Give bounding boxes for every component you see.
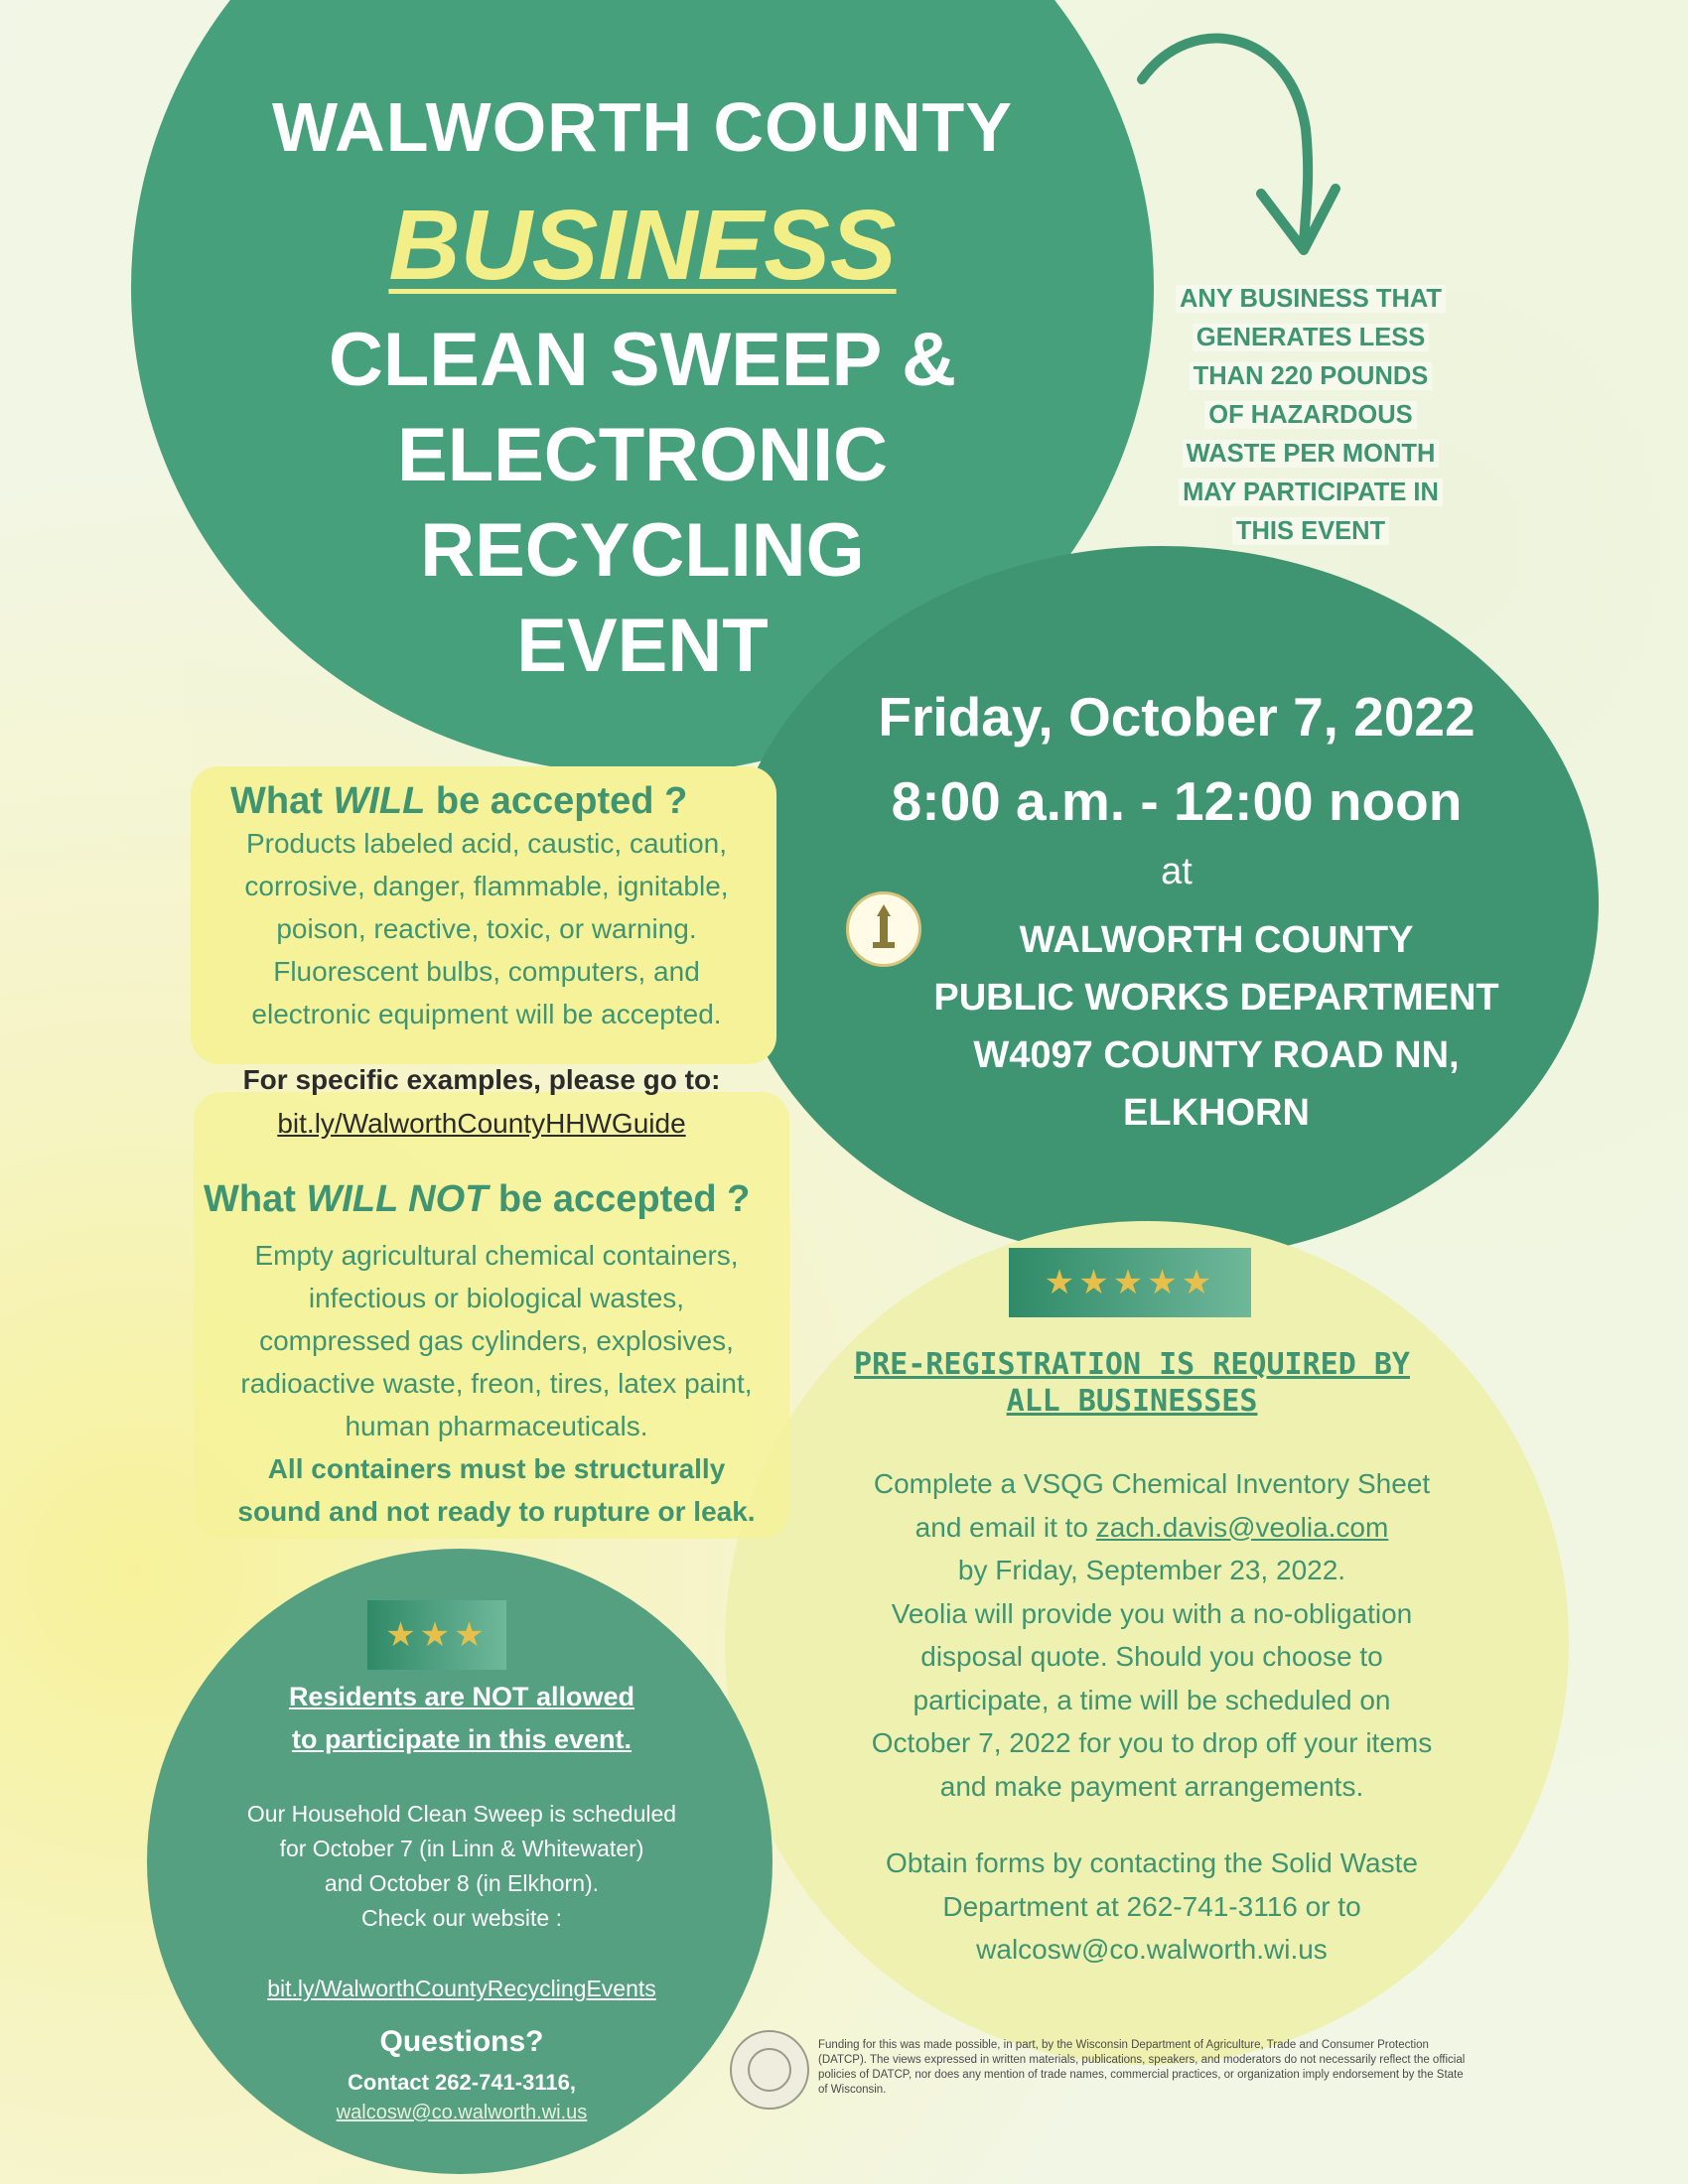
title-line-county: WALWORTH COUNTY [271, 88, 1014, 166]
containers-requirement [199, 1447, 794, 1533]
prereg-line: October 7, 2022 for you to drop off your items [871, 1727, 1433, 1758]
accepted-items [199, 822, 774, 1035]
accepted-line: Fluorescent bulbs, computers, and [273, 956, 700, 987]
household-clean-sweep-info [199, 1797, 725, 1936]
title-line: CLEAN SWEEP & [328, 318, 956, 402]
hhw-guide-link[interactable]: bit.ly/WalworthCountyHHWGuide [277, 1108, 686, 1139]
five-stars-badge: ★★★★★ [1009, 1248, 1251, 1317]
residents-line: and October 8 (in Elkhorn). [324, 1870, 600, 1896]
prereg-line: disposal quote. Should you choose to [920, 1641, 1383, 1672]
eligibility-line: WASTE PER MONTH [1183, 440, 1440, 468]
accepted-line: poison, reactive, toxic, or warning. [276, 913, 697, 944]
examples-label: For specific examples, please go to: [242, 1064, 721, 1095]
containers-line: All containers must be structurally [267, 1453, 726, 1484]
eligibility-line: GENERATES LESS [1193, 324, 1429, 351]
prereg-line: participate, a time will be scheduled on [913, 1684, 1391, 1715]
eligibility-line: THAN 220 POUNDS [1190, 362, 1433, 390]
preregistration-heading-line: ALL BUSINESSES [1006, 1384, 1258, 1419]
title-event-name [131, 313, 1154, 694]
venue-line: ELKHORN [1123, 1092, 1310, 1134]
forms-email-link[interactable]: walcosw@co.walworth.wi.us [976, 1934, 1328, 1965]
event-time: 8:00 a.m. - 12:00 noon [891, 770, 1463, 832]
eligibility-line: MAY PARTICIPATE IN [1179, 478, 1443, 506]
not-accepted-line: human pharmaceuticals. [345, 1411, 648, 1441]
not-accepted-line: Empty agricultural chemical containers, [254, 1240, 739, 1271]
preregistration-heading-line: PRE-REGISTRATION IS REQUIRED BY [854, 1347, 1410, 1382]
datcp-seal-icon [730, 2030, 809, 2110]
funding-disclaimer: Funding for this was made possible, in part, by the Wisconsin Department of Agriculture, Trade and Consumer Protection (DATCP). The views expressed in written materials, publications, speakers, and moderators do not necessarily reflect the official policies of DATCP, nor does any mention of trade names, commercial practices, or organization imply endorsement by the State of Wisconsin. [818, 2039, 1466, 2096]
accepted-heading: What WILL be accepted ? [230, 780, 688, 822]
forms-line: Obtain forms by contacting the Solid Waste [886, 1847, 1418, 1878]
containers-line: sound and not ready to rupture or leak. [237, 1496, 756, 1527]
preregistration-heading [824, 1346, 1440, 1420]
eligibility-line: THIS EVENT [1232, 517, 1389, 545]
veolia-email-link[interactable]: zach.davis@veolia.com [1095, 1511, 1389, 1543]
residents-heading [238, 1676, 685, 1761]
forms-line: Department at 262-741-3116 or to [942, 1890, 1361, 1922]
title-line-business: BUSINESS [388, 190, 897, 301]
preregistration-instructions [829, 1462, 1475, 1808]
venue-line: W4097 COUNTY ROAD NN, [973, 1034, 1460, 1076]
contact-email-link[interactable]: walcosw@co.walworth.wi.us [336, 2102, 588, 2123]
residents-line: Our Household Clean Sweep is scheduled [246, 1801, 677, 1827]
not-accepted-items [199, 1234, 794, 1447]
not-accepted-heading: What WILL NOT be accepted ? [204, 1178, 751, 1220]
recycling-events-link[interactable]: bit.ly/WalworthCountyRecyclingEvents [267, 1976, 656, 2001]
not-accepted-line: radioactive waste, freon, tires, latex paint, [240, 1368, 753, 1399]
accepted-line: corrosive, danger, flammable, ignitable, [244, 871, 729, 901]
forms-contact [829, 1842, 1475, 1972]
event-date: Friday, October 7, 2022 [878, 686, 1476, 748]
residents-heading-line: Residents are NOT allowed [288, 1682, 635, 1711]
venue-line: WALWORTH COUNTY [1019, 919, 1414, 961]
event-at-label: at [1161, 851, 1193, 892]
title-line: RECYCLING [420, 508, 865, 593]
eligibility-note [1162, 280, 1460, 551]
title-line: EVENT [516, 604, 769, 688]
prereg-line: by Friday, September 23, 2022. [957, 1555, 1346, 1585]
residents-heading-line: to participate in this event. [291, 1724, 633, 1754]
prereg-line: Veolia will provide you with a no-obligation [891, 1597, 1413, 1629]
title-line: ELECTRONIC [397, 413, 888, 497]
not-accepted-line: infectious or biological wastes, [308, 1283, 685, 1313]
curved-arrow-icon [1122, 20, 1350, 278]
residents-line: Check our website : [361, 1905, 562, 1931]
accepted-line: electronic equipment will be accepted. [251, 999, 722, 1029]
prereg-line: Complete a VSQG Chemical Inventory Sheet [873, 1468, 1431, 1499]
prereg-line: and make payment arrangements. [939, 1770, 1364, 1802]
not-accepted-line: compressed gas cylinders, explosives, [259, 1325, 734, 1356]
prereg-line: and email it to zach.davis@veolia.com [914, 1511, 1389, 1543]
accepted-line: Products labeled acid, caustic, caution, [245, 828, 728, 859]
contact-phone: Contact 262-741-3116, [348, 2070, 576, 2095]
eligibility-line: ANY BUSINESS THAT [1176, 285, 1446, 313]
residents-line: for October 7 (in Linn & Whitewater) [279, 1836, 644, 1861]
eligibility-line: OF HAZARDOUS [1204, 401, 1416, 429]
venue-line: PUBLIC WORKS DEPARTMENT [933, 977, 1499, 1019]
event-venue [849, 911, 1584, 1142]
three-stars-badge: ★★★ [367, 1600, 506, 1670]
questions-heading: Questions? [379, 2025, 544, 2058]
